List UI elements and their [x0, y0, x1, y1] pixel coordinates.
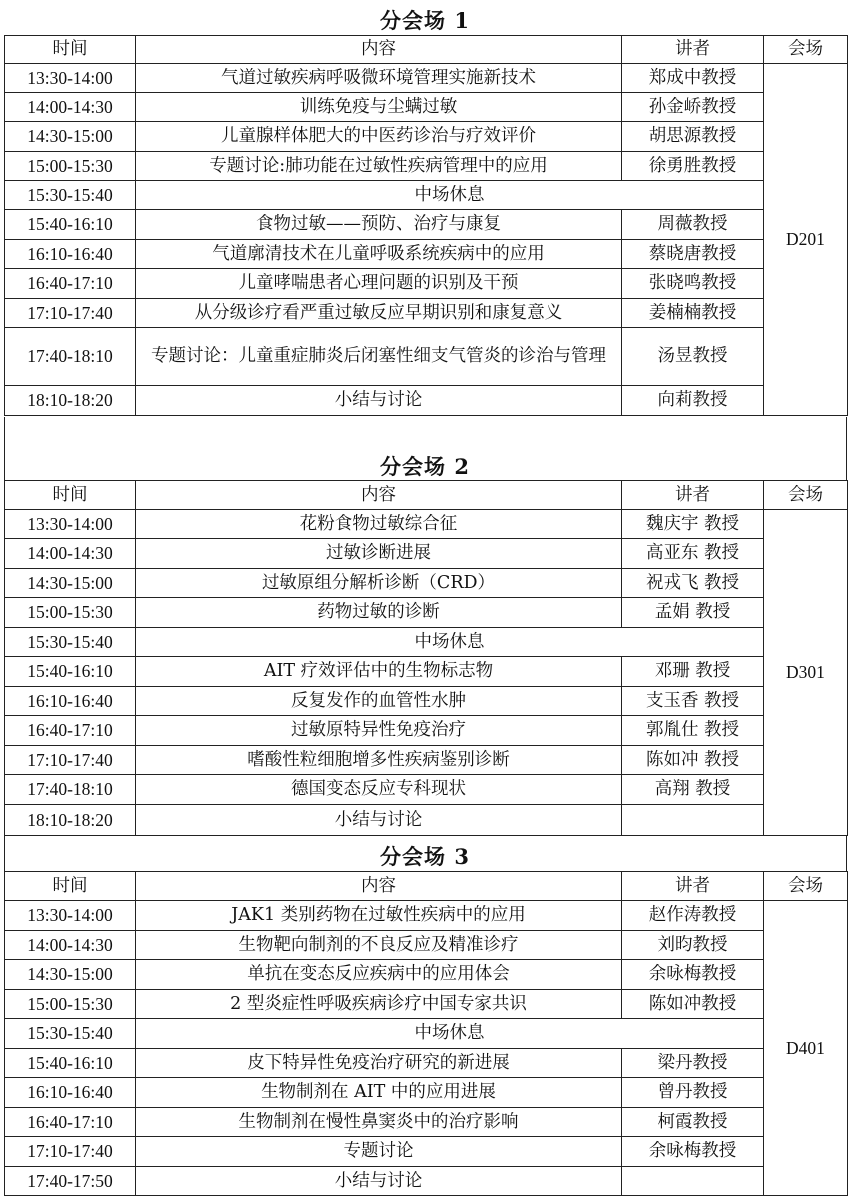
- header-speaker: 讲者: [622, 36, 764, 64]
- break-cell: 中场休息: [136, 181, 764, 210]
- content-cell: 花粉食物过敏综合征: [136, 510, 622, 539]
- break-row: [5, 181, 848, 210]
- time-cell: 16:40-17:10: [5, 1108, 136, 1137]
- time-cell: 14:00-14:30: [5, 931, 136, 960]
- table-row: [5, 1049, 848, 1078]
- time-cell: 17:40-17:50: [5, 1167, 136, 1196]
- content-cell: AIT 疗效评估中的生物标志物: [136, 657, 622, 687]
- table-header-row: [5, 36, 848, 64]
- time-cell: 13:30-14:00: [5, 64, 136, 93]
- speaker-cell: 邓珊 教授: [622, 657, 764, 687]
- table-row: [5, 901, 848, 931]
- table-row: [5, 687, 848, 716]
- content-cell: 小结与讨论: [136, 386, 622, 416]
- table-header-row: [5, 872, 848, 901]
- table-row: [5, 598, 848, 628]
- session-1-title: 分会场 1: [380, 8, 470, 33]
- content-cell: 食物过敏——预防、治疗与康复: [136, 210, 622, 240]
- time-cell: 18:10-18:20: [5, 386, 136, 416]
- speaker-cell: 孙金峤教授: [622, 93, 764, 122]
- header-venue: 会场: [764, 872, 848, 901]
- speaker-cell: 汤昱教授: [622, 328, 764, 386]
- venue-cell: D201: [764, 64, 848, 416]
- table-row: [5, 569, 848, 598]
- speaker-cell: 支玉香 教授: [622, 687, 764, 716]
- speaker-cell: 余咏梅教授: [622, 960, 764, 990]
- speaker-cell: 赵作涛教授: [622, 901, 764, 931]
- speaker-cell: 郑成中教授: [622, 64, 764, 93]
- speaker-cell: 祝戎飞 教授: [622, 569, 764, 598]
- content-cell: 皮下特异性免疫治疗研究的新进展: [136, 1049, 622, 1078]
- time-cell: 15:00-15:30: [5, 990, 136, 1019]
- table-row: [5, 328, 848, 386]
- table-row: [5, 931, 848, 960]
- header-time: 时间: [5, 872, 136, 901]
- speaker-cell: 曾丹教授: [622, 1078, 764, 1108]
- time-cell: 17:10-17:40: [5, 299, 136, 328]
- speaker-cell: 柯霞教授: [622, 1108, 764, 1137]
- header-time: 时间: [5, 36, 136, 64]
- speaker-cell: 姜楠楠教授: [622, 299, 764, 328]
- speaker-cell: 高亚东 教授: [622, 539, 764, 569]
- time-cell: 14:00-14:30: [5, 93, 136, 122]
- time-cell: 15:30-15:40: [5, 628, 136, 657]
- content-cell: 气道廓清技术在儿童呼吸系统疾病中的应用: [136, 240, 622, 269]
- time-cell: 18:10-18:20: [5, 805, 136, 836]
- content-cell: 药物过敏的诊断: [136, 598, 622, 628]
- speaker-cell: 梁丹教授: [622, 1049, 764, 1078]
- session-2-table: [4, 480, 848, 836]
- speaker-cell: [622, 1167, 764, 1196]
- time-cell: 13:30-14:00: [5, 510, 136, 539]
- break-cell: 中场休息: [136, 628, 764, 657]
- time-cell: 17:40-18:10: [5, 775, 136, 805]
- table-row: [5, 960, 848, 990]
- speaker-cell: 徐勇胜教授: [622, 152, 764, 181]
- header-content: 内容: [136, 872, 622, 901]
- table-row: [5, 64, 848, 93]
- break-cell: 中场休息: [136, 1019, 764, 1049]
- content-cell: 反复发作的血管性水肿: [136, 687, 622, 716]
- speaker-cell: [622, 805, 764, 836]
- content-cell: 德国变态反应专科现状: [136, 775, 622, 805]
- time-cell: 14:30-15:00: [5, 569, 136, 598]
- table-row: [5, 539, 848, 569]
- speaker-cell: 张晓鸣教授: [622, 269, 764, 299]
- content-cell: 专题讨论:肺功能在过敏性疾病管理中的应用: [136, 152, 622, 181]
- break-row: [5, 628, 848, 657]
- content-cell: 儿童哮喘患者心理问题的识别及干预: [136, 269, 622, 299]
- table-row: [5, 1078, 848, 1108]
- table-row: [5, 152, 848, 181]
- table-row: [5, 775, 848, 805]
- header-venue: 会场: [764, 36, 848, 64]
- time-cell: 15:30-15:40: [5, 181, 136, 210]
- content-cell: 嗜酸性粒细胞增多性疾病鉴别诊断: [136, 746, 622, 775]
- table-row: [5, 990, 848, 1019]
- table-header-row: [5, 481, 848, 510]
- content-cell: 生物制剂在 AIT 中的应用进展: [136, 1078, 622, 1108]
- speaker-cell: 孟娟 教授: [622, 598, 764, 628]
- content-cell: 单抗在变态反应疾病中的应用体会: [136, 960, 622, 990]
- time-cell: 16:40-17:10: [5, 716, 136, 746]
- content-cell: 过敏诊断进展: [136, 539, 622, 569]
- time-cell: 16:10-16:40: [5, 687, 136, 716]
- content-cell: 小结与讨论: [136, 805, 622, 836]
- table-row: [5, 716, 848, 746]
- time-cell: 16:10-16:40: [5, 240, 136, 269]
- venue-cell: D401: [764, 901, 848, 1196]
- content-cell: 从分级诊疗看严重过敏反应早期识别和康复意义: [136, 299, 622, 328]
- time-cell: 17:10-17:40: [5, 746, 136, 775]
- content-cell: 专题讨论: [136, 1137, 622, 1167]
- time-cell: 16:10-16:40: [5, 1078, 136, 1108]
- table-row: [5, 93, 848, 122]
- table-row: [5, 122, 848, 152]
- content-cell: 气道过敏疾病呼吸微环境管理实施新技术: [136, 64, 622, 93]
- table-row: [5, 240, 848, 269]
- time-cell: 15:40-16:10: [5, 657, 136, 687]
- table-row: [5, 1108, 848, 1137]
- speaker-cell: 胡思源教授: [622, 122, 764, 152]
- time-cell: 14:30-15:00: [5, 960, 136, 990]
- speaker-cell: 刘昀教授: [622, 931, 764, 960]
- speaker-cell: 蔡晓唐教授: [622, 240, 764, 269]
- speaker-cell: 陈如冲 教授: [622, 746, 764, 775]
- header-speaker: 讲者: [622, 872, 764, 901]
- table-row: [5, 1167, 848, 1196]
- table-row: [5, 805, 848, 836]
- time-cell: 17:10-17:40: [5, 1137, 136, 1167]
- venue-cell: D301: [764, 510, 848, 836]
- time-cell: 15:00-15:30: [5, 152, 136, 181]
- break-row: [5, 1019, 848, 1049]
- table-row: [5, 657, 848, 687]
- table-row: [5, 210, 848, 240]
- header-content: 内容: [136, 481, 622, 510]
- table-row: [5, 746, 848, 775]
- header-speaker: 讲者: [622, 481, 764, 510]
- speaker-cell: 陈如冲教授: [622, 990, 764, 1019]
- session-3-table: [4, 871, 848, 1196]
- header-content: 内容: [136, 36, 622, 64]
- session-3-title: 分会场 3: [380, 844, 470, 869]
- time-cell: 17:40-18:10: [5, 328, 136, 386]
- content-cell: 生物制剂在慢性鼻窦炎中的治疗影响: [136, 1108, 622, 1137]
- time-cell: 14:30-15:00: [5, 122, 136, 152]
- content-cell: 专题讨论：儿童重症肺炎后闭塞性细支气管炎的诊治与管理: [136, 328, 622, 386]
- table-row: [5, 510, 848, 539]
- content-cell: 训练免疫与尘螨过敏: [136, 93, 622, 122]
- content-cell: 2 型炎症性呼吸疾病诊疗中国专家共识: [136, 990, 622, 1019]
- content-cell: JAK1 类别药物在过敏性疾病中的应用: [136, 901, 622, 931]
- session-2-title: 分会场 2: [380, 454, 470, 479]
- speaker-cell: 高翔 教授: [622, 775, 764, 805]
- content-cell: 生物靶向制剂的不良反应及精准诊疗: [136, 931, 622, 960]
- table-row: [5, 1137, 848, 1167]
- speaker-cell: 余咏梅教授: [622, 1137, 764, 1167]
- table-row: [5, 386, 848, 416]
- time-cell: 13:30-14:00: [5, 901, 136, 931]
- time-cell: 15:40-16:10: [5, 1049, 136, 1078]
- header-venue: 会场: [764, 481, 848, 510]
- content-cell: 过敏原组分解析诊断（CRD）: [136, 569, 622, 598]
- header-time: 时间: [5, 481, 136, 510]
- speaker-cell: 向莉教授: [622, 386, 764, 416]
- table-row: [5, 299, 848, 328]
- content-cell: 小结与讨论: [136, 1167, 622, 1196]
- time-cell: 15:30-15:40: [5, 1019, 136, 1049]
- speaker-cell: 郭胤仕 教授: [622, 716, 764, 746]
- content-cell: 儿童腺样体肥大的中医药诊治与疗效评价: [136, 122, 622, 152]
- time-cell: 16:40-17:10: [5, 269, 136, 299]
- speaker-cell: 周薇教授: [622, 210, 764, 240]
- speaker-cell: 魏庆宇 教授: [622, 510, 764, 539]
- content-cell: 过敏原特异性免疫治疗: [136, 716, 622, 746]
- session-1-table: [4, 35, 848, 416]
- time-cell: 15:40-16:10: [5, 210, 136, 240]
- table-row: [5, 269, 848, 299]
- time-cell: 15:00-15:30: [5, 598, 136, 628]
- time-cell: 14:00-14:30: [5, 539, 136, 569]
